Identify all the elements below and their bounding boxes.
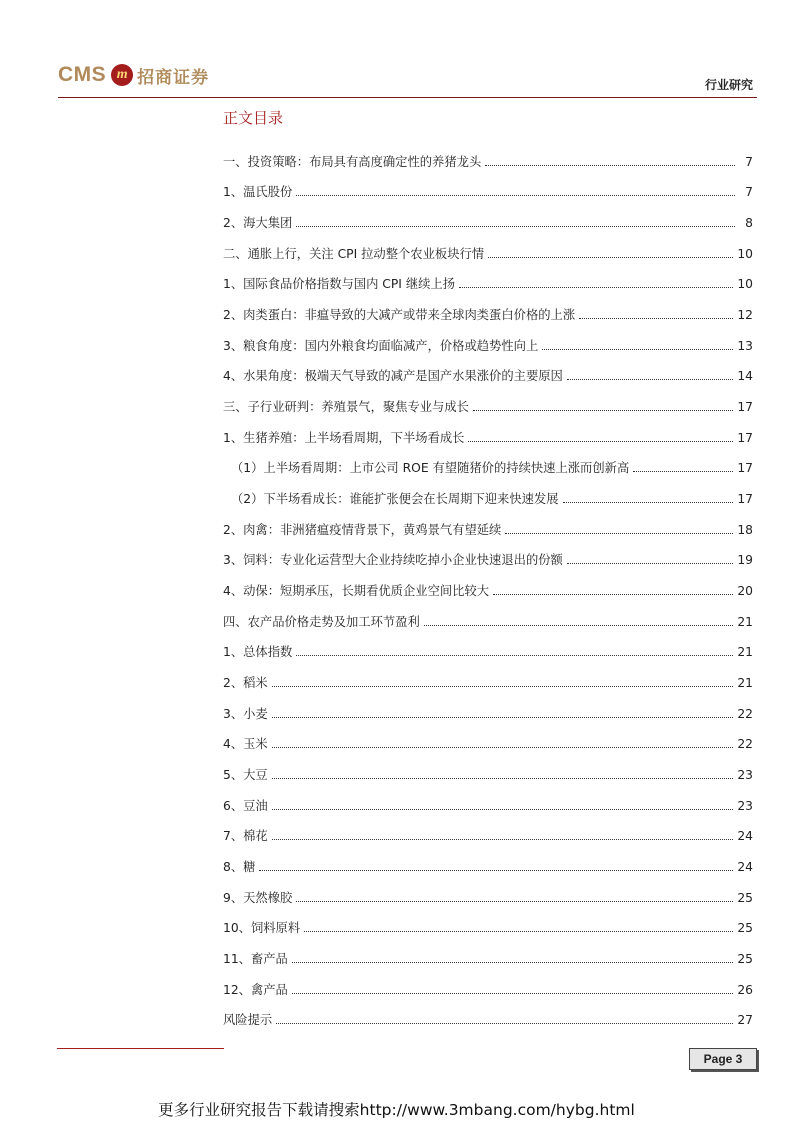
toc-dot-leader [633, 471, 733, 472]
toc-dot-leader [272, 747, 734, 748]
toc-entry-text: 7、棉花 [223, 829, 268, 843]
toc-dot-leader [259, 870, 733, 871]
header-divider [58, 97, 757, 98]
toc-entry-page: 7 [745, 185, 753, 199]
toc-entry-page: 19 [737, 553, 753, 567]
footer-divider [57, 1048, 224, 1049]
toc-entry-text: 风险提示 [223, 1013, 273, 1027]
toc-dot-leader [272, 686, 734, 687]
toc-entry-page: 23 [737, 799, 753, 813]
toc-dot-leader [272, 717, 734, 718]
toc-entry[interactable] [223, 455, 753, 475]
toc-dot-leader [304, 931, 733, 932]
toc-entry-text: （2）下半场看成长：谁能扩张便会在长周期下迎来快速发展 [231, 492, 559, 506]
toc-entry[interactable] [223, 210, 753, 230]
toc-entry[interactable] [223, 302, 753, 322]
toc-entry-text: 10、饲料原料 [223, 921, 301, 935]
toc-entry-text: 3、小麦 [223, 707, 268, 721]
toc-entry-page: 24 [737, 829, 753, 843]
section-label: 行业研究 [704, 78, 753, 92]
toc-dot-leader [493, 594, 733, 595]
toc-entry[interactable] [223, 578, 753, 598]
toc-entry[interactable] [223, 241, 753, 261]
toc-dot-leader [505, 533, 733, 534]
toc-entry[interactable] [223, 179, 753, 199]
toc-title: 正文目录 [223, 109, 284, 127]
toc-dot-leader [296, 655, 733, 656]
toc-entry-page: 13 [737, 339, 753, 353]
toc-entry-text: 12、禽产品 [223, 983, 288, 997]
toc-entry-text: 11、畜产品 [223, 952, 288, 966]
toc-entry[interactable] [223, 915, 753, 935]
toc-entry-page: 22 [737, 707, 753, 721]
toc-entry-text: 4、玉米 [223, 737, 268, 751]
toc-entry-page: 17 [737, 461, 753, 475]
toc-entry[interactable] [223, 486, 753, 506]
toc-entry[interactable] [223, 977, 753, 997]
toc-entry[interactable] [223, 670, 753, 690]
toc-dot-leader [459, 287, 733, 288]
toc-dot-leader [272, 809, 734, 810]
toc-entry[interactable] [223, 547, 753, 567]
toc-entry[interactable] [223, 609, 753, 629]
toc-entry[interactable] [223, 731, 753, 751]
toc-dot-leader [563, 502, 734, 503]
toc-entry-text: 一、投资策略：布局具有高度确定性的养猪龙头 [223, 155, 482, 169]
toc-entry[interactable] [223, 885, 753, 905]
toc-entry[interactable] [223, 394, 753, 414]
toc-entry-text: 1、总体指数 [223, 645, 293, 659]
toc-dot-leader [424, 625, 734, 626]
toc-entry-text: 3、饲料：专业化运营型大企业持续吃掉小企业快速退出的份额 [223, 553, 563, 567]
toc-entry-page: 20 [737, 584, 753, 598]
toc-dot-leader [468, 441, 733, 442]
toc-entry-text: 3、粮食角度：国内外粮食均面临减产，价格或趋势性向上 [223, 339, 539, 353]
toc-entry[interactable] [223, 701, 753, 721]
toc-entry-page: 10 [737, 277, 753, 291]
toc-entry-text: 2、肉禽：非洲猪瘟疫情背景下，黄鸡景气有望延续 [223, 523, 502, 537]
toc-entry-text: 1、生猪养殖：上半场看周期，下半场看成长 [223, 431, 465, 445]
toc-dot-leader [296, 901, 733, 902]
company-logo [58, 60, 209, 90]
toc-dot-leader [292, 993, 734, 994]
toc-entry-page: 22 [737, 737, 753, 751]
toc-entry-page: 25 [737, 921, 753, 935]
toc-entry-text: 二、通胀上行，关注 CPI 拉动整个农业板块行情 [223, 247, 485, 261]
toc-entry[interactable] [223, 271, 753, 291]
toc-dot-leader [488, 257, 733, 258]
toc-entry[interactable] [223, 333, 753, 353]
logo-cms-text: CMS [58, 63, 107, 86]
toc-entry-text: 4、水果角度：极端天气导致的减产是国产水果涨价的主要原因 [223, 369, 563, 383]
toc-entry-page: 26 [737, 983, 753, 997]
toc-entry[interactable] [223, 762, 753, 782]
toc-dot-leader [579, 318, 733, 319]
toc-entry-text: 1、温氏股份 [223, 185, 293, 199]
toc-dot-leader [567, 379, 734, 380]
toc-entry-text: 四、农产品价格走势及加工环节盈利 [223, 615, 420, 629]
toc-entry-text: 8、糖 [223, 860, 256, 874]
toc-entry-page: 25 [737, 891, 753, 905]
toc-entry-page: 10 [737, 247, 753, 261]
toc-entry-text: 9、天然橡胶 [223, 891, 293, 905]
logo-chinese-name: 招商证券 [137, 67, 210, 88]
toc-entry-text: 1、国际食品价格指数与国内 CPI 继续上扬 [223, 277, 456, 291]
toc-entry-text: 6、豆油 [223, 799, 268, 813]
toc-entry-page: 7 [745, 155, 753, 169]
toc-entry-text: 5、大豆 [223, 768, 268, 782]
toc-entry[interactable] [223, 517, 753, 537]
toc-entry[interactable] [223, 854, 753, 874]
page-number-box: Page 3 [689, 1048, 757, 1070]
toc-entry-text: 三、子行业研判：养殖景气，聚焦专业与成长 [223, 400, 469, 414]
toc-entry[interactable] [223, 149, 753, 169]
toc-entry-text: （1）上半场看周期：上市公司 ROE 有望随猪价的持续快速上涨而创新高 [231, 461, 630, 475]
toc-entry-page: 17 [737, 400, 753, 414]
toc-entry-page: 25 [737, 952, 753, 966]
toc-dot-leader [542, 349, 733, 350]
toc-entry[interactable] [223, 363, 753, 383]
toc-entry-page: 8 [745, 216, 753, 230]
toc-dot-leader [272, 839, 734, 840]
toc-entry[interactable] [223, 425, 753, 445]
toc-dot-leader [473, 410, 733, 411]
toc-entry-page: 12 [737, 308, 753, 322]
toc-dot-leader [296, 226, 735, 227]
toc-dot-leader [276, 1023, 733, 1024]
download-note: 更多行业研究报告下载请搜索http://www.3mbang.com/hybg.html [158, 1101, 635, 1119]
toc-entry[interactable] [223, 639, 753, 659]
page-header [0, 0, 793, 100]
toc-entry-page: 18 [737, 523, 753, 537]
toc-entry-page: 27 [737, 1013, 753, 1027]
toc-entry[interactable] [223, 946, 753, 966]
toc-entry-page: 21 [737, 615, 753, 629]
toc-entry-page: 21 [737, 676, 753, 690]
toc-dot-leader [296, 195, 735, 196]
toc-entry-text: 2、海大集团 [223, 216, 293, 230]
toc-entry[interactable] [223, 823, 753, 843]
toc-entry[interactable] [223, 1007, 753, 1027]
toc-dot-leader [292, 962, 734, 963]
toc-entry-text: 2、稻米 [223, 676, 268, 690]
toc-entry-page: 24 [737, 860, 753, 874]
toc-entry-page: 17 [737, 492, 753, 506]
toc-entry-page: 14 [737, 369, 753, 383]
toc-entry-text: 4、动保：短期承压，长期看优质企业空间比较大 [223, 584, 490, 598]
toc-entry[interactable] [223, 793, 753, 813]
logo-emblem-icon: m [111, 64, 133, 86]
toc-entry-page: 23 [737, 768, 753, 782]
toc-dot-leader [485, 165, 735, 166]
toc-entry-page: 17 [737, 431, 753, 445]
toc-entry-page: 21 [737, 645, 753, 659]
toc-dot-leader [272, 778, 734, 779]
toc-entry-text: 2、肉类蛋白：非瘟导致的大减产或带来全球肉类蛋白价格的上涨 [223, 308, 576, 322]
toc-dot-leader [567, 563, 734, 564]
